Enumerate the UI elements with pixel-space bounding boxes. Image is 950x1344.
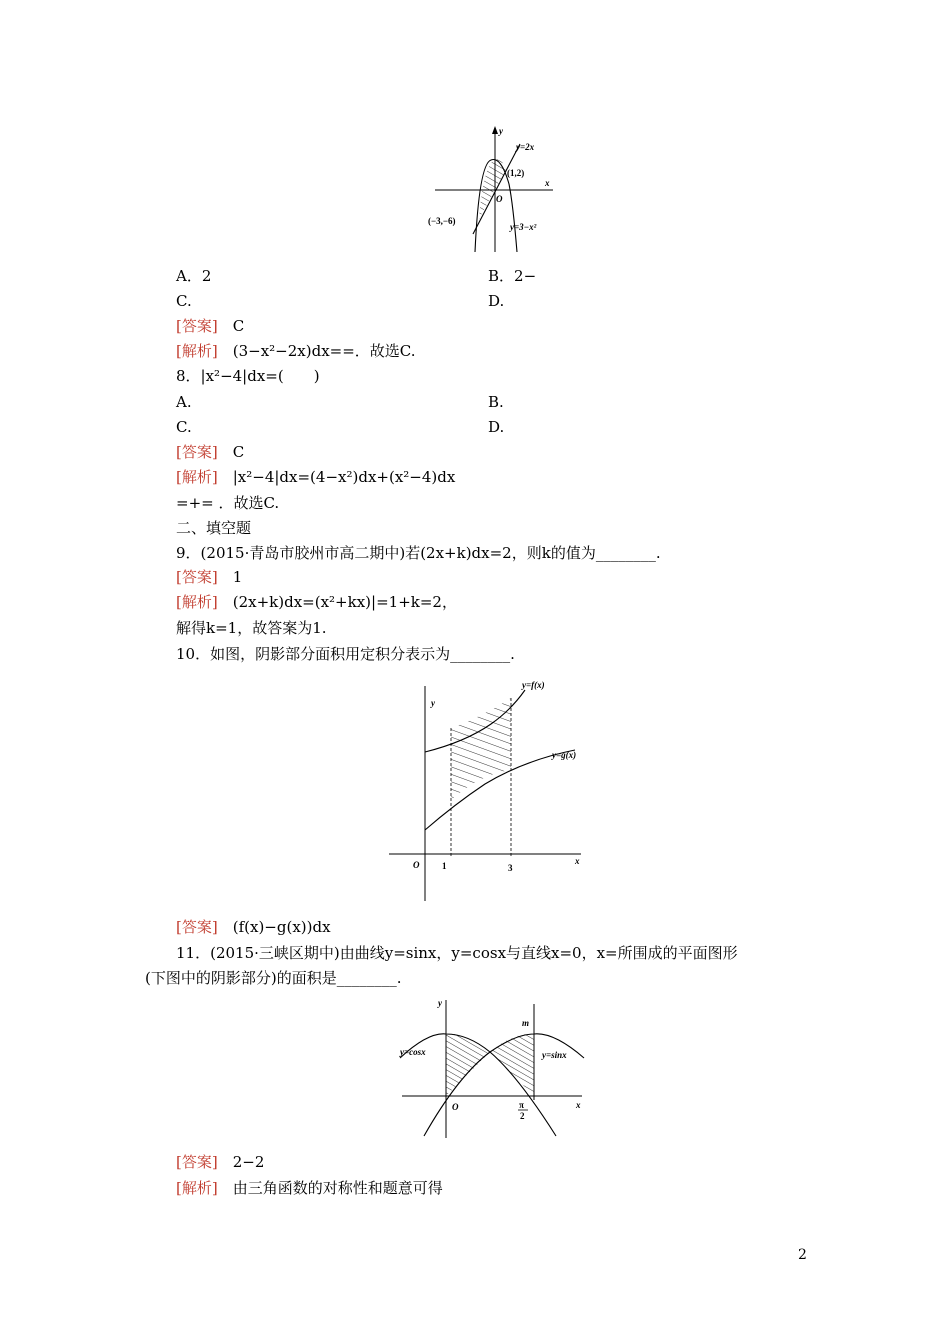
q10-answer: [176, 917, 331, 937]
q9-solution-line2: 解得k=1，故答案为1.: [176, 619, 327, 637]
solution-tag: [解析]: [176, 342, 218, 360]
solution-tag: [解析]: [176, 1179, 218, 1197]
answer-tag: [答案]: [176, 918, 218, 936]
y-axis-arrow: [492, 126, 498, 134]
q7-option-a: A．2: [176, 267, 212, 285]
fig2-tick-1: 1: [442, 861, 447, 871]
fig1-curve-label: y=3−x²: [510, 222, 537, 232]
answer-tag: [答案]: [176, 1153, 218, 1171]
solution-text: |x²−4|dx=(4−x²)dx+(x²−4)dx: [232, 468, 456, 486]
fig1-line-label: y=2x: [516, 142, 535, 152]
figure-parabola-line: [425, 124, 560, 254]
q8-option-d: D.: [488, 418, 505, 436]
shaded-right: [490, 1034, 534, 1096]
answer-value: 2−2: [232, 1153, 265, 1171]
fig2-axis-y: y: [431, 698, 435, 708]
q7-option-b: B．2−: [488, 267, 537, 285]
fig1-point-b: (−3,−6): [428, 216, 456, 226]
answer-value: 1: [232, 568, 243, 586]
q11-answer: [176, 1152, 264, 1172]
fig3-cos-label: y=cosx: [400, 1047, 426, 1057]
q8-option-a: A.: [176, 393, 192, 411]
solution-tag: [解析]: [176, 468, 218, 486]
fig2-g-label: y=g(x): [552, 750, 577, 760]
q9-stem: 9．(2015·青岛市胶州市高二期中)若(2x+k)dx=2，则k的值为________.: [176, 544, 661, 562]
answer-value: C: [232, 443, 245, 461]
figure-sin-cos: [398, 996, 588, 1141]
answer-tag: [答案]: [176, 317, 218, 335]
q8-option-b: B.: [488, 393, 504, 411]
q8-solution: [176, 467, 455, 487]
fig1-point-a: (1,2): [507, 168, 525, 178]
q9-solution: [176, 592, 457, 612]
section-title: 二、填空题: [176, 519, 252, 537]
solution-text: (2x+k)dx=(x²+kx)|=1+k=2，: [232, 593, 457, 611]
fig3-axis-x: x: [576, 1100, 581, 1110]
fig3-two: 2: [520, 1111, 525, 1121]
q8-answer: [176, 442, 244, 462]
q11-stem-line2: (下图中的阴影部分)的面积是________.: [145, 969, 402, 987]
solution-text: (3−x²−2x)dx==．故选C.: [232, 342, 416, 360]
figure-fg-area: [385, 676, 595, 906]
q7-answer: [176, 316, 244, 336]
fig2-origin: O: [413, 860, 420, 870]
solution-tag: [解析]: [176, 593, 218, 611]
q8-stem: 8．|x²−4|dx=( ): [176, 367, 320, 385]
fig1-axis-x: x: [545, 178, 550, 188]
fig1-axis-y: y: [499, 126, 503, 136]
fig1-origin: O: [496, 194, 503, 204]
q7-option-c: C.: [176, 292, 192, 310]
shaded-left: [446, 1034, 490, 1096]
fig2-f-label: y=f(x): [522, 680, 545, 690]
fig3-origin: O: [452, 1102, 459, 1112]
q11-solution: [176, 1178, 443, 1198]
q11-stem: 11．(2015·三峡区期中)由曲线y=sinx，y=cosx与直线x=0，x=所围成的平面图形: [176, 944, 738, 962]
answer-value: C: [232, 317, 245, 335]
answer-value: (f(x)−g(x))dx: [232, 918, 331, 936]
answer-tag: [答案]: [176, 568, 218, 586]
fig2-axis-x: x: [575, 856, 580, 866]
solution-text: 由三角函数的对称性和题意可得: [232, 1179, 443, 1197]
q8-option-c: C.: [176, 418, 192, 436]
fig3-pi: π: [519, 1100, 524, 1110]
answer-tag: [答案]: [176, 443, 218, 461]
fig3-m-label: m: [522, 1018, 530, 1028]
page-number: 2: [798, 1247, 807, 1263]
q7-solution: [176, 341, 416, 361]
fig3-axis-y: y: [438, 998, 442, 1008]
q8-solution-line2: =+= ．故选C.: [176, 494, 280, 512]
fig3-sin-label: y=sinx: [542, 1050, 567, 1060]
shaded-region: [451, 698, 511, 800]
q7-option-d: D.: [488, 292, 505, 310]
fig2-tick-3: 3: [508, 863, 513, 873]
q9-answer: [176, 567, 242, 587]
q10-stem: 10．如图，阴影部分面积用定积分表示为________.: [176, 645, 515, 663]
